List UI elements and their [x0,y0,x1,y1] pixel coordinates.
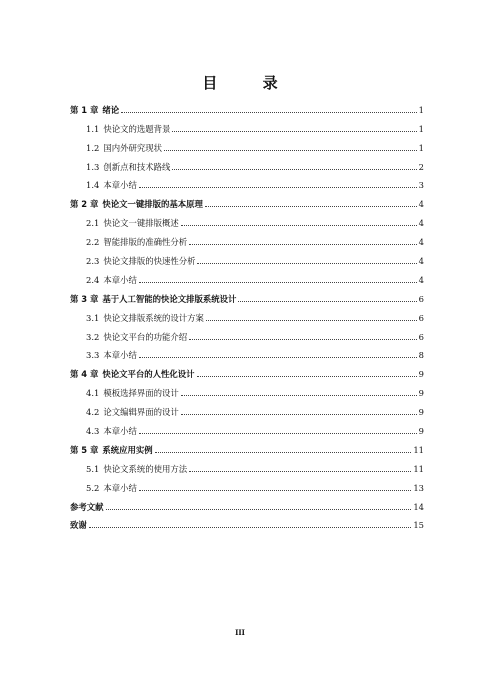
toc-entry-number: 2.1 [86,218,100,229]
toc-entry-label [86,332,187,342]
toc-page-number: 1 [418,123,424,134]
toc-section-entry[interactable] [70,134,424,153]
toc-entry-number: 5.2 [86,482,100,493]
toc-chapter-entry[interactable] [70,96,424,115]
table-of-contents [70,96,424,530]
toc-entry-number: 第 3 章 [70,293,99,304]
toc-page-number: 1 [418,104,424,115]
toc-leader-dots [106,508,412,510]
toc-page-number: 4 [418,274,424,285]
toc-entry-text: 国内外研究现状 [103,142,162,153]
toc-entry-number: 3.1 [86,312,100,323]
toc-entry-text: 本章小结 [103,180,137,191]
toc-section-entry[interactable] [70,323,424,342]
toc-entry-label [86,275,137,285]
toc-entry-number: 4.3 [86,426,100,437]
toc-entry-label [86,162,170,172]
toc-chapter-entry[interactable] [70,360,424,379]
page-number-footer: III [235,628,245,637]
toc-entry-number: 2.2 [86,237,100,248]
toc-leader-dots [181,413,417,415]
toc-section-entry[interactable] [70,417,424,436]
toc-section-entry[interactable] [70,474,424,493]
toc-section-entry[interactable] [70,209,424,228]
toc-leader-dots [205,205,417,207]
toc-entry-text: 论文编辑界面的设计 [103,407,179,418]
toc-leader-dots [164,149,417,151]
toc-entry-number: 第 4 章 [70,369,99,380]
toc-page-number: 9 [418,426,424,437]
toc-entry-label [70,199,203,209]
toc-entry-number: 2.3 [86,256,100,267]
toc-entry-label [86,350,137,360]
toc-section-entry[interactable] [70,266,424,285]
toc-page-number: 11 [413,444,424,455]
toc-page-number: 1 [418,142,424,153]
toc-section-entry[interactable] [70,398,424,417]
toc-leader-dots [139,356,417,358]
toc-entry-label [70,520,87,530]
toc-entry-label [86,143,162,153]
toc-leader-dots [189,470,411,472]
toc-leader-dots [89,526,412,528]
toc-page-number: 2 [418,161,424,172]
toc-leader-dots [238,300,416,302]
toc-page-number: 15 [413,520,424,531]
toc-section-entry[interactable] [70,455,424,474]
toc-entry-number: 1.2 [86,142,100,153]
toc-page-number: 13 [413,482,424,493]
toc-entry-number: 3.2 [86,331,100,342]
toc-entry-text: 本章小结 [103,350,137,361]
toc-entry-text: 本章小结 [103,274,137,285]
toc-entry-text: 快论文排版的快速性分析 [103,256,196,267]
toc-entry-text: 快论文的选题背景 [103,123,171,134]
toc-leader-dots [181,394,417,396]
page-title: 目 录 [202,74,298,92]
toc-leader-dots [181,224,417,226]
toc-entry-label [70,502,104,512]
toc-page-number: 8 [418,350,424,361]
toc-entry-label [70,294,236,304]
toc-entry-label [86,256,195,266]
toc-chapter-entry[interactable] [70,493,424,512]
toc-entry-label [86,388,179,398]
toc-entry-text: 致谢 [70,520,87,531]
toc-leader-dots [189,338,417,340]
toc-entry-number: 4.2 [86,407,100,418]
toc-chapter-entry[interactable] [70,436,424,455]
toc-entry-label [86,218,179,228]
toc-leader-dots [155,451,412,453]
toc-page-number: 3 [418,180,424,191]
toc-section-entry[interactable] [70,379,424,398]
toc-entry-text: 参考文献 [70,501,104,512]
toc-entry-text: 快论文系统的使用方法 [103,463,188,474]
toc-entry-label [70,445,153,455]
toc-entry-text: 创新点和技术路线 [103,161,171,172]
toc-leader-dots [139,489,412,491]
toc-page-number: 11 [413,463,424,474]
toc-section-entry[interactable] [70,153,424,172]
toc-leader-dots [172,168,416,170]
toc-page-number: 6 [418,293,424,304]
toc-section-entry[interactable] [70,304,424,323]
toc-entry-number: 1.3 [86,161,100,172]
toc-entry-text: 本章小结 [103,482,137,493]
toc-entry-label [70,369,195,379]
toc-page-number: 4 [418,256,424,267]
toc-entry-label [86,180,137,190]
toc-page-number: 14 [413,501,424,512]
toc-page-number: 4 [418,218,424,229]
toc-page-number: 4 [418,199,424,210]
toc-chapter-entry[interactable] [70,190,424,209]
toc-section-entry[interactable] [70,115,424,134]
toc-page-number: 4 [418,237,424,248]
toc-leader-dots [139,432,417,434]
toc-entry-number: 1.1 [86,123,100,134]
toc-entry-label [86,407,179,417]
toc-entry-text: 快论文平台的功能介绍 [103,331,188,342]
toc-page-number: 6 [418,312,424,323]
toc-section-entry[interactable] [70,247,424,266]
toc-chapter-entry[interactable] [70,285,424,304]
toc-section-entry[interactable] [70,172,424,191]
toc-entry-label [86,313,204,323]
toc-entry-text: 绪论 [102,104,120,115]
toc-leader-dots [121,111,416,113]
toc-entry-number: 4.1 [86,388,100,399]
toc-entry-text: 快论文平台的人性化设计 [102,369,195,380]
toc-entry-text: 模板选择界面的设计 [103,388,179,399]
toc-entry-text: 本章小结 [103,426,137,437]
toc-page-number: 6 [418,331,424,342]
toc-entry-text: 快论文排版系统的设计方案 [103,312,204,323]
toc-leader-dots [206,319,417,321]
toc-leader-dots [189,243,417,245]
toc-entry-text: 系统应用实例 [102,444,153,455]
toc-entry-text: 智能排版的准确性分析 [103,237,188,248]
toc-leader-dots [139,186,417,188]
toc-entry-label [86,464,187,474]
toc-entry-number: 1.4 [86,180,100,191]
toc-entry-number: 第 2 章 [70,199,99,210]
toc-leader-dots [172,130,416,132]
toc-entry-label [86,426,137,436]
toc-page-number: 9 [418,388,424,399]
toc-entry-number: 2.4 [86,274,100,285]
toc-leader-dots [197,262,416,264]
toc-section-entry[interactable] [70,342,424,361]
toc-page-number: 9 [418,369,424,380]
toc-entry-number: 5.1 [86,463,100,474]
toc-entry-number: 第 1 章 [70,104,99,115]
toc-entry-label [86,483,137,493]
toc-leader-dots [139,281,417,283]
toc-entry-label [86,124,170,134]
toc-entry-label [86,237,187,247]
toc-section-entry[interactable] [70,228,424,247]
toc-entry-label [70,105,119,115]
toc-page-number: 9 [418,407,424,418]
toc-leader-dots [197,375,417,377]
toc-chapter-entry[interactable] [70,512,424,531]
toc-entry-text: 基于人工智能的快论文排版系统设计 [102,293,237,304]
toc-entry-number: 第 5 章 [70,444,99,455]
toc-entry-text: 快论文一键排版的基本原理 [102,199,203,210]
toc-entry-text: 快论文一键排版概述 [103,218,179,229]
toc-entry-number: 3.3 [86,350,100,361]
